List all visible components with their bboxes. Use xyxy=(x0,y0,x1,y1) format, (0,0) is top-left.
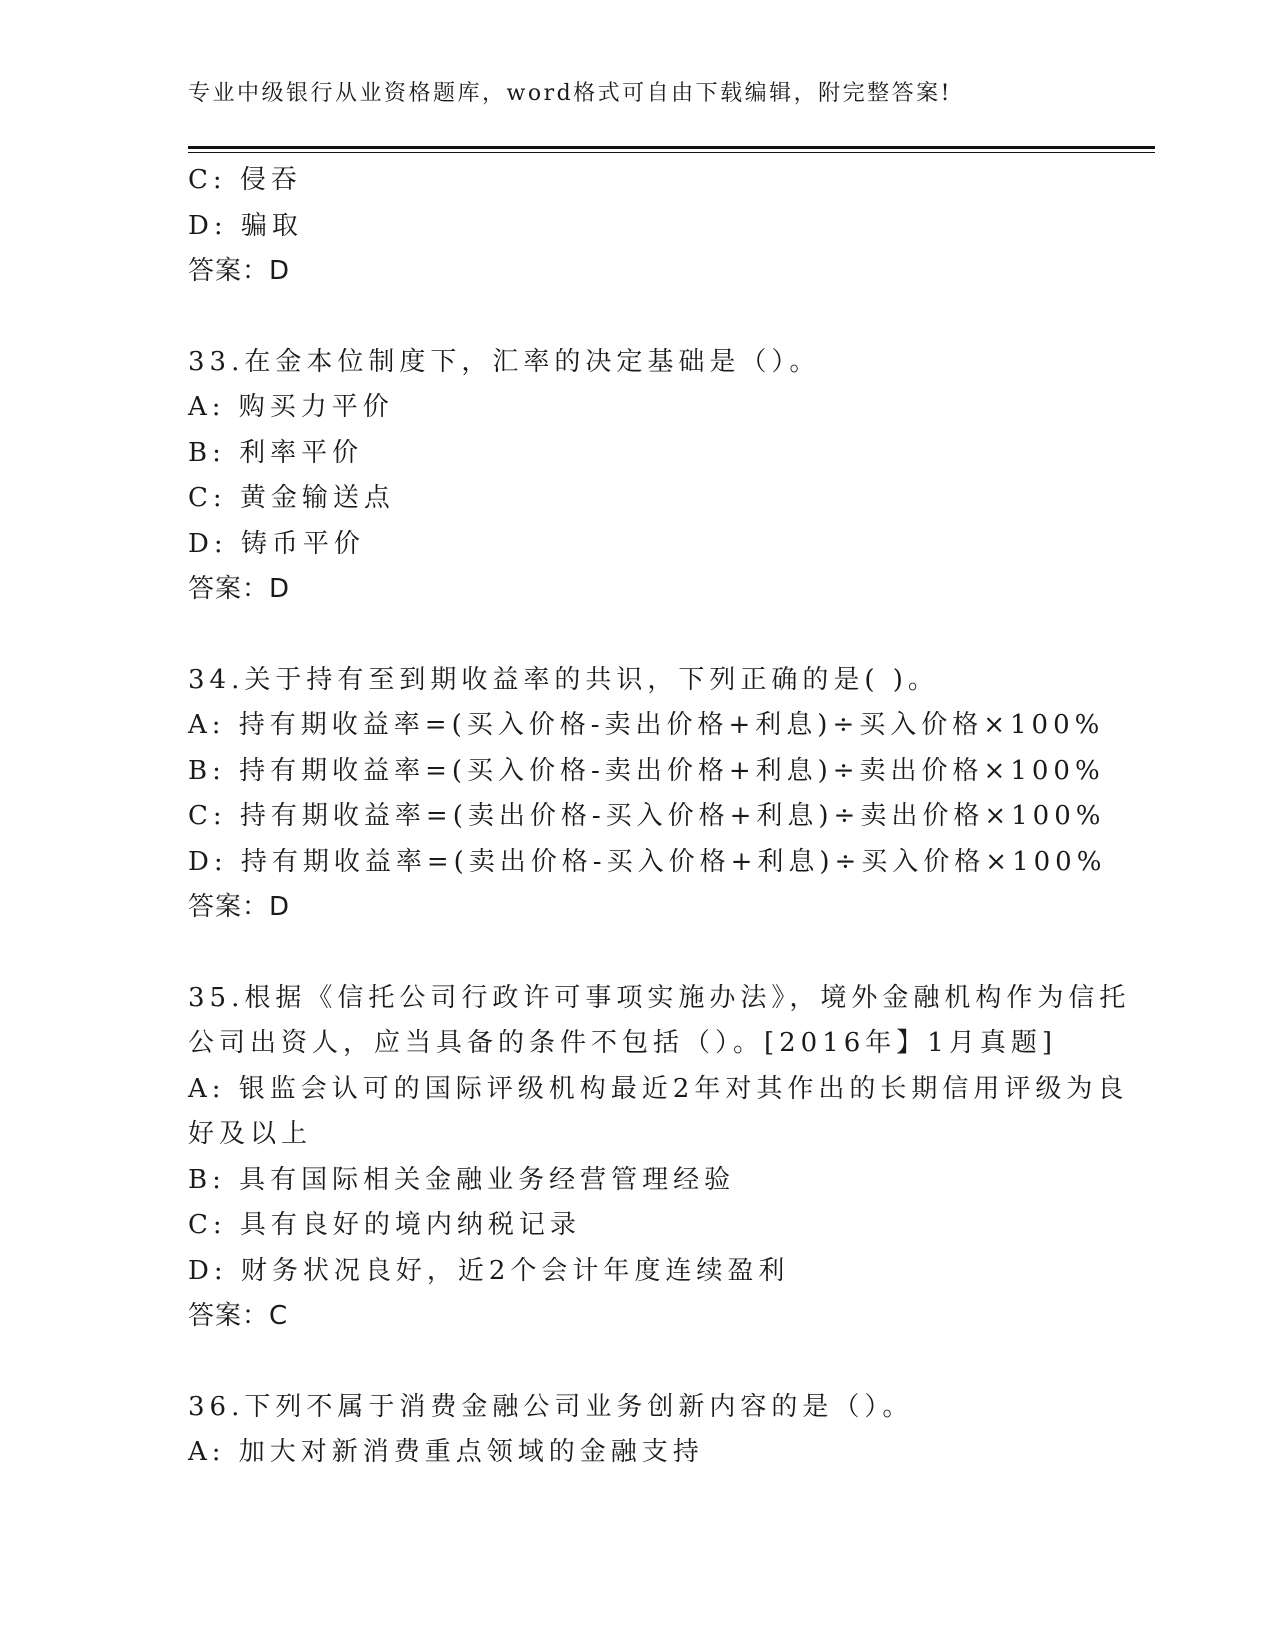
question-35 xyxy=(188,976,1131,1340)
answer: 答案：C xyxy=(188,1301,289,1331)
page-header: 专业中级银行从业资格题库，word格式可自由下载编辑，附完整答案! xyxy=(188,81,953,106)
answer: 答案：D xyxy=(188,892,291,922)
option-b: B: 具有国际相关金融业务经营管理经验 xyxy=(188,1164,736,1195)
option-a-continued: 好及以上 xyxy=(188,1119,313,1149)
option-c: C: 侵吞 xyxy=(188,165,302,195)
question-text: 公司出资人，应当具备的条件不包括（）。[2016年】1月真题] xyxy=(188,1028,1057,1058)
option-d: D: 骗取 xyxy=(188,210,303,241)
option-c: C: 黄金输送点 xyxy=(188,483,395,513)
question-36 xyxy=(188,1385,1088,1476)
question-text: 36.下列不属于消费金融公司业务创新内容的是（）。 xyxy=(188,1391,914,1422)
question-text: 33.在金本位制度下，汇率的决定基础是（）。 xyxy=(188,346,821,377)
option-d: D: 铸币平价 xyxy=(188,528,365,559)
option-d: D: 持有期收益率=(卖出价格-买入价格+利息)÷买入价格×100% xyxy=(188,846,1107,877)
option-b: B: 利率平价 xyxy=(188,437,364,468)
option-a: A: 持有期收益率=(买入价格-卖出价格+利息)÷买入价格×100% xyxy=(188,710,1105,740)
question-33 xyxy=(188,340,1088,613)
option-a: A: 购买力平价 xyxy=(188,392,394,422)
option-a: A: 银监会认可的国际评级机构最近2年对其作出的长期信用评级为良 xyxy=(188,1073,1129,1104)
option-c: C: 持有期收益率=(卖出价格-买入价格+利息)÷卖出价格×100% xyxy=(188,801,1106,831)
option-c: C: 具有良好的境内纳税记录 xyxy=(188,1210,581,1240)
option-a: A: 加大对新消费重点领域的金融支持 xyxy=(188,1437,704,1467)
header-rule-thin xyxy=(188,152,1155,153)
option-d: D: 财务状况良好，近2个会计年度连续盈利 xyxy=(188,1255,790,1286)
answer: 答案：D xyxy=(188,256,291,286)
question-text: 35.根据《信托公司行政许可事项实施办法》，境外金融机构作为信托 xyxy=(188,982,1131,1013)
answer: 答案：D xyxy=(188,574,291,604)
header-rule-thick xyxy=(188,146,1155,149)
option-b: B: 持有期收益率=(买入价格-卖出价格+利息)÷卖出价格×100% xyxy=(188,755,1105,786)
question-text: 34.关于持有至到期收益率的共识，下列正确的是( )。 xyxy=(188,664,939,695)
question-content xyxy=(188,158,1131,1476)
question-34 xyxy=(188,658,1107,931)
